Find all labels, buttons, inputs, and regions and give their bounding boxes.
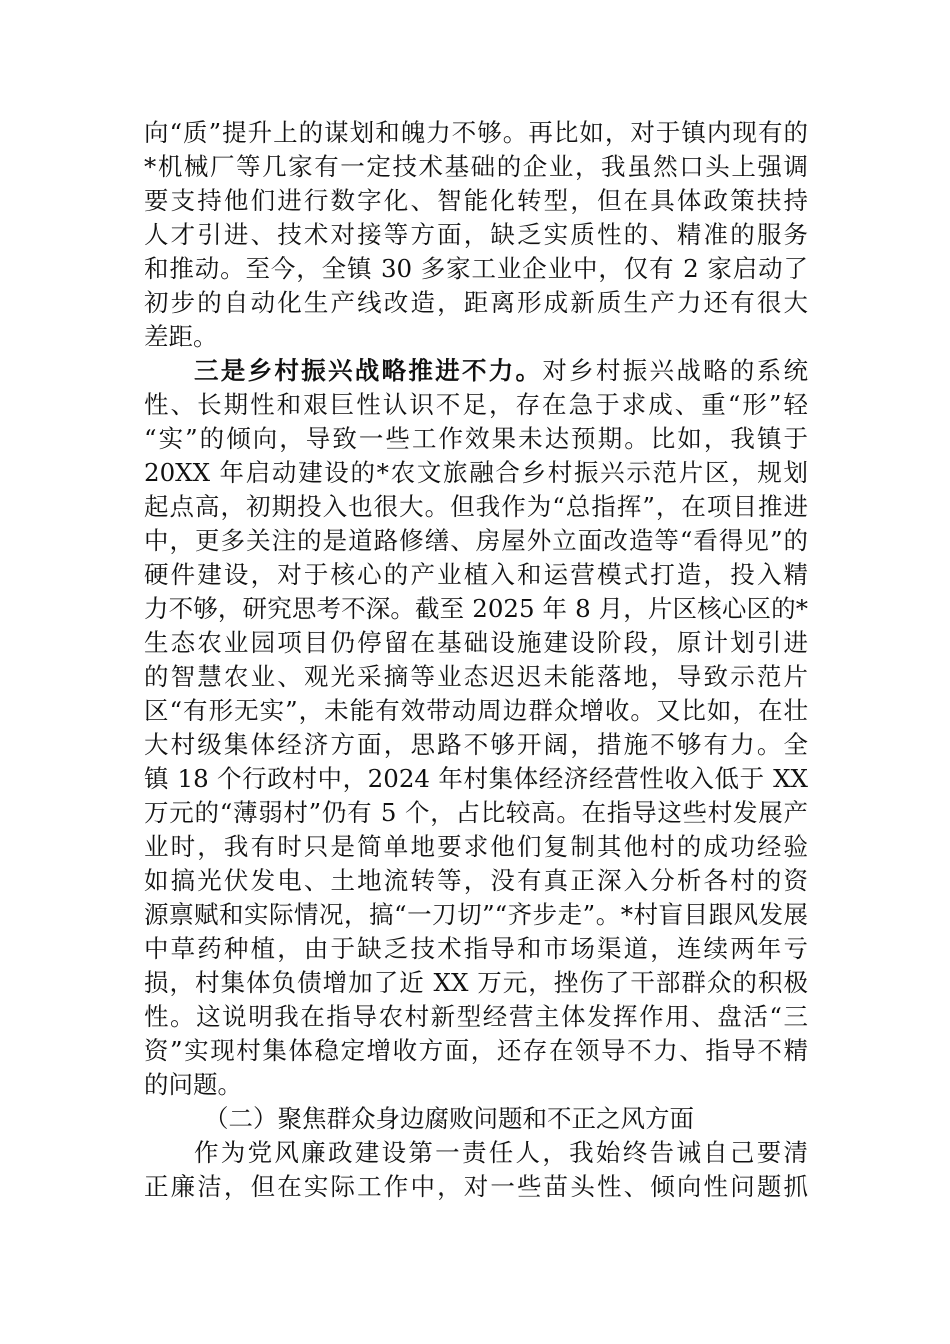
text-line: 性。这说明我在指导农村新型经营主体发挥作用、盘活“三	[144, 1002, 808, 1031]
text-line: 硬件建设，对于核心的产业植入和运营模式打造，投入精	[144, 560, 808, 589]
subsection-heading: （二）聚焦群众身边腐败问题和不正之风方面	[204, 1104, 694, 1133]
text-line: 起点高，初期投入也很大。但我作为“总指挥”，在项目推进	[144, 492, 808, 521]
text-line: 源禀赋和实际情况，搞“一刀切”“齐步走”。*村盲目跟风发展	[144, 900, 808, 929]
text-line: 作为党风廉政建设第一责任人，我始终告诫自己要清	[194, 1138, 808, 1167]
text-line: 镇 18 个行政村中，2024 年村集体经济经营性收入低于 XX	[144, 764, 808, 793]
heading-continuation: 对乡村振兴战略的系统	[542, 356, 808, 385]
paragraph-heading-line	[144, 354, 808, 388]
text-line: 中草药种植，由于缺乏技术指导和市场渠道，连续两年亏	[144, 934, 808, 963]
text-line: 的智慧农业、观光采摘等业态迟迟未能落地，导致示范片	[144, 662, 808, 691]
text-line: “实”的倾向，导致一些工作效果未达预期。比如，我镇于	[144, 424, 808, 453]
text-line: 大村级集体经济方面，思路不够开阔，措施不够有力。全	[144, 730, 808, 759]
text-line: 区“有形无实”，未能有效带动周边群众增收。又比如，在壮	[144, 696, 808, 725]
text-line: 20XX 年启动建设的*农文旅融合乡村振兴示范片区，规划	[144, 458, 808, 487]
text-line: 资”实现村集体稳定增收方面，还存在领导不力、指导不精	[144, 1036, 808, 1065]
text-line: 生态农业园项目仍停留在基础设施建设阶段，原计划引进	[144, 628, 808, 657]
document-body	[144, 116, 808, 1204]
text-line: 人才引进、技术对接等方面，缺乏实质性的、精准的服务	[144, 220, 808, 249]
text-line: *机械厂等几家有一定技术基础的企业，我虽然口头上强调	[144, 152, 808, 181]
text-line: 万元的“薄弱村”仍有 5 个，占比较高。在指导这些村发展产	[144, 798, 808, 827]
text-line: 力不够，研究思考不深。截至 2025 年 8 月，片区核心区的*	[144, 594, 808, 623]
text-line: 和推动。至今，全镇 30 多家工业企业中，仅有 2 家启动了	[144, 254, 808, 283]
text-line: 要支持他们进行数字化、智能化转型，但在具体政策扶持	[144, 186, 808, 215]
text-line: 中，更多关注的是道路修缮、房屋外立面改造等“看得见”的	[144, 526, 808, 555]
text-line: 如搞光伏发电、土地流转等，没有真正深入分析各村的资	[144, 866, 808, 895]
text-line: 业时，我有时只是简单地要求他们复制其他村的成功经验	[144, 832, 808, 861]
text-line: 损，村集体负债增加了近 XX 万元，挫伤了干部群众的积极	[144, 968, 808, 997]
text-line: 差距。	[144, 322, 218, 351]
text-line: 的问题。	[144, 1070, 242, 1099]
text-line: 正廉洁，但在实际工作中，对一些苗头性、倾向性问题抓	[144, 1172, 808, 1201]
section-heading: 三是乡村振兴战略推进不力。	[194, 356, 543, 385]
text-line: 初步的自动化生产线改造，距离形成新质生产力还有很大	[144, 288, 808, 317]
text-line: 向“质”提升上的谋划和魄力不够。再比如，对于镇内现有的	[144, 118, 808, 147]
text-line: 性、长期性和艰巨性认识不足，存在急于求成、重“形”轻	[144, 390, 808, 419]
